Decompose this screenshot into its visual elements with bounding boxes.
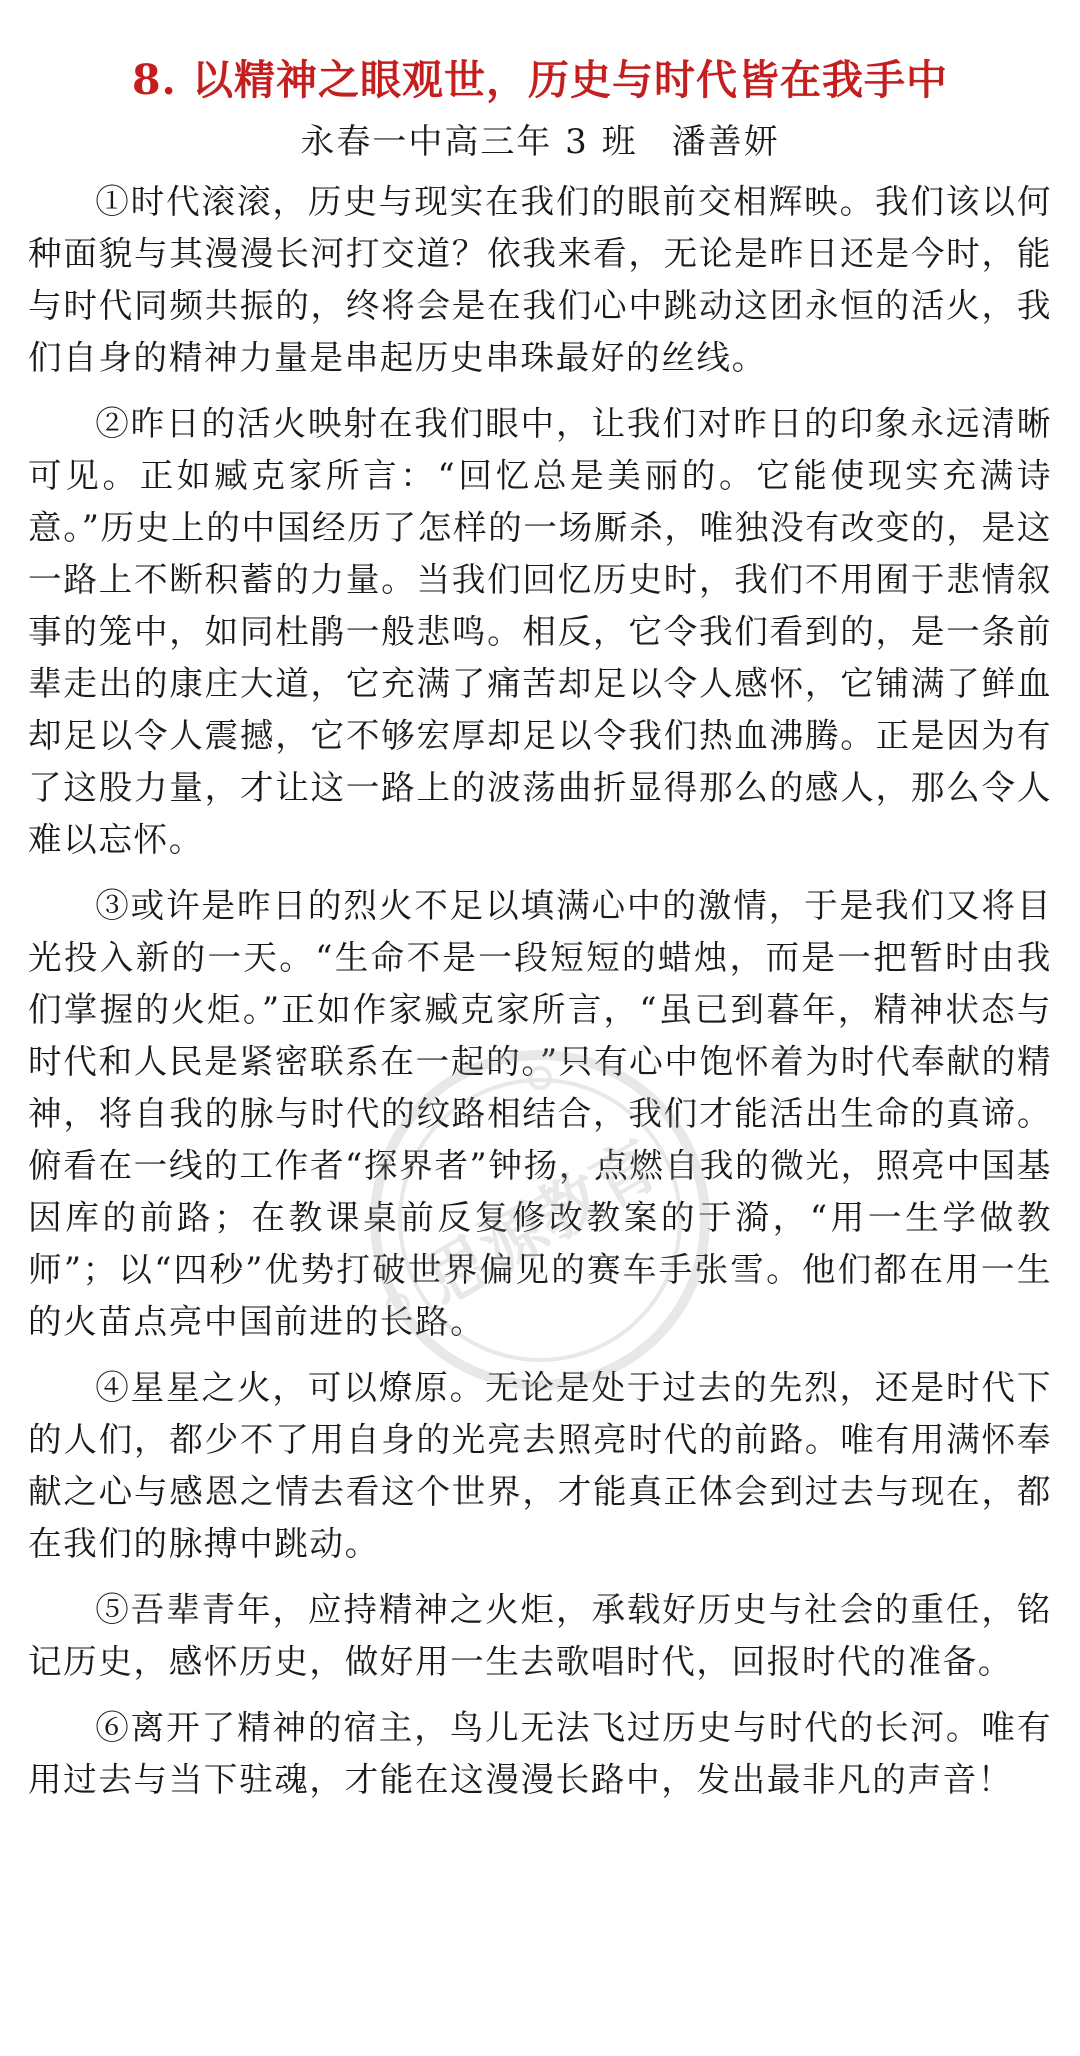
paragraph-4: ④星星之火，可以燎原。无论是处于过去的先烈，还是时代下的人们，都少不了用自身的光亮去照亮时代的前路。唯有用满怀奉献之心与感恩之情去看这个世界，才能真正体会到过去与现在，都在我们的脉搏中跳动。 [28, 1368, 1052, 1563]
article-title: 8. 以精神之眼观世，历史与时代皆在我手中 [131, 56, 949, 104]
author-school: 永春一中高三年 3 班 [300, 122, 638, 162]
watermark-text: 思源教育 [412, 1126, 672, 1320]
paragraph-6: ⑥离开了精神的宿主，鸟儿无法飞过历史与时代的长河。唯有用过去与当下驻魂，才能在这漫漫长路中，发出最非凡的声音！ [28, 1708, 1052, 1799]
paragraph-5: ⑤吾辈青年，应持精神之火炬，承载好历史与社会的重任，铭记历史，感怀历史，做好用一生去歌唱时代，回报时代的准备。 [28, 1590, 1052, 1681]
author-name: 潘善妍 [671, 122, 780, 162]
paragraph-2: ②昨日的活火映射在我们眼中，让我们对昨日的印象永远清晰可见。正如臧克家所言：“回忆总是美丽的。它能使现实充满诗意。”历史上的中国经历了怎样的一场厮杀，唯独没有改变的，是这一路上不断积蓄的力量。当我们回忆历史时，我们不用囿于悲情叙事的笼中，如同杜鹃一般悲鸣。相反，它令我们看到的，是一条前辈走出的康庄大道，它充满了痛苦却足以令人感怀，它铺满了鲜血却足以令人震撼，它不够宏厚却足以令我们热血沸腾。正是因为有了这股力量，才让这一路上的波荡曲折显得那么的感人，那么令人难以忘怀。 [28, 404, 1052, 859]
paragraph-1: ①时代滚滚，历史与现实在我们的眼前交相辉映。我们该以何种面貌与其漫漫长河打交道？依我来看，无论是昨日还是今时，能与时代同频共振的，终将会是在我们心中跳动这团永恒的活火，我们自身的精神力量是串起历史串珠最好的丝线。 [28, 182, 1052, 377]
paragraph-3: ③或许是昨日的烈火不足以填满心中的激情，于是我们又将目光投入新的一天。“生命不是一段短短的蜡烛，而是一把暂时由我们掌握的火炬。”正如作家臧克家所言，“虽已到暮年，精神状态与时代和人民是紧密联系在一起的。”只有心中饱怀着为时代奉献的精神，将自我的脉与时代的纹路相结合，我们才能活出生命的真谛。俯看在一线的工作者“探界者”钟扬，点燃自我的微光，照亮中国基因库的前路；在教课桌前反复修改教案的于漪，“用一生学做教师”；以“四秒”优势打破世界偏见的赛车手张雪。他们都在用一生的火苗点亮中国前进的长路。 [28, 886, 1052, 1341]
document-page [28, 0, 1052, 2056]
author-line [28, 112, 1052, 172]
